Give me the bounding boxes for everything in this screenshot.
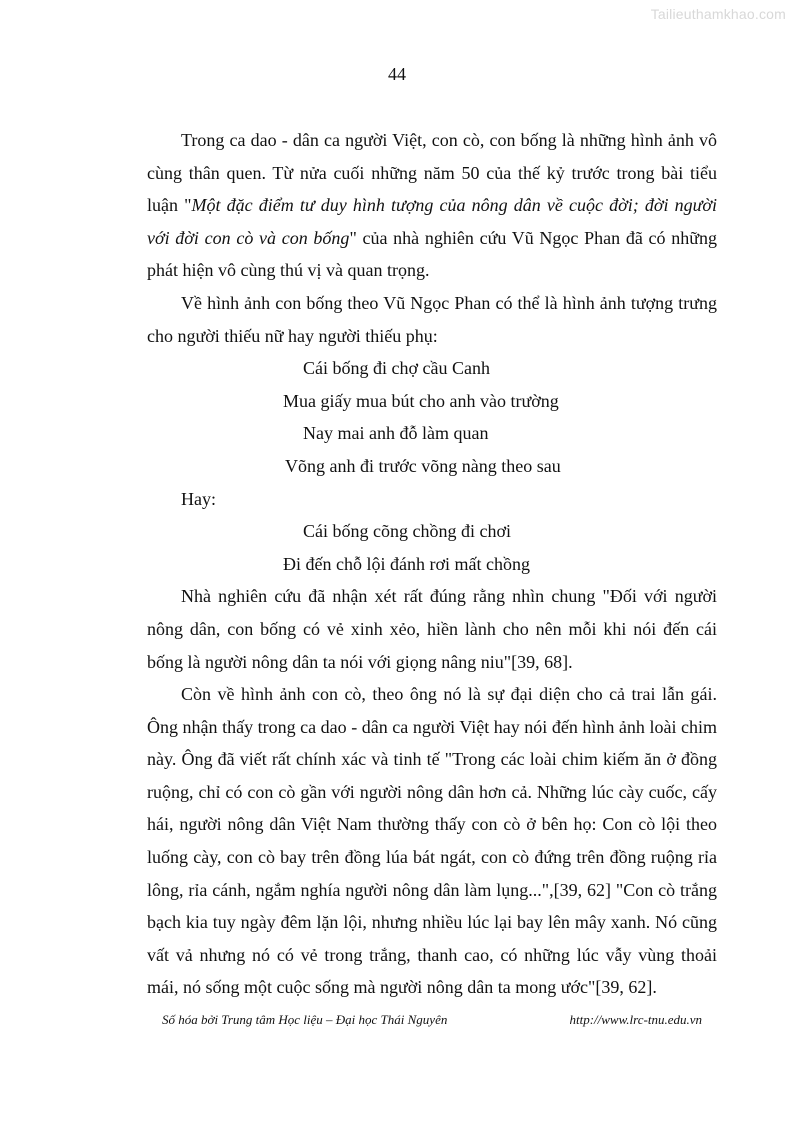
- verse-line: Nay mai anh đỗ làm quan: [303, 423, 489, 444]
- verse-line: Mua giấy mua bút cho anh vào trường: [283, 390, 559, 411]
- essay-title: Một đặc điểm tư duy hình tượng của nông dân về cuộc đời; đời người với đời con cò và con bống: [147, 195, 717, 248]
- verse-line: Cái bống cõng chồng đi chơi: [303, 521, 511, 542]
- page-number: 44: [388, 64, 406, 84]
- paragraph-intro-text-b: " của nhà nghiên cứu Vũ Ngọc Phan đã có những phát hiện vô cùng thú vị và quan trọng.: [147, 227, 717, 281]
- paragraph-intro-text-a: Trong ca dao - dân ca người Việt, con cò, con bống là những hình ảnh vô cùng thân quen. Từ nửa cuối những năm 50 của thế kỷ trước trong bài tiểu luận ": [147, 130, 717, 216]
- paragraph-co: Còn về hình ảnh con cò, theo ông nó là sự đại diện cho cả trai lẫn gái. Ông nhận thấy trong ca dao - dân ca người Việt hay nói đến hình ảnh loài chim này. Ông đã viết rất chính xác và tinh tế "Trong các loài chim kiếm ăn ở đồng ruộng, chỉ có con cò gần với người nông dân hơn cả. Những lúc cày cuốc, cấy hái, người nông dân Việt Nam thường thấy con cò ở bên họ: Con cò lội theo luống cày, con cò bay trên đồng lúa bát ngát, con cò đứng trên đồng ruộng rỉa lông, rỉa cánh, ngắm nghía người nông dân làm lụng...",[39, 62] "Con cò trắng bạch kia tuy ngày đêm lặn lội, nhưng nhiều lúc lại bay lên mây xanh. Nó cũng vất vả nhưng nó có vẻ trong trắng, thanh cao, có những lúc vẫy vùng thoải mái, nó sống một cuộc sống mà người nông dân ta mong ước"[39, 62].: [147, 684, 717, 998]
- footer-source: Số hóa bởi Trung tâm Học liệu – Đại học Thái Nguyên: [162, 1012, 448, 1027]
- paragraph-intro: [147, 124, 717, 287]
- paragraph-bong: Về hình ảnh con bống theo Vũ Ngọc Phan có thể là hình ảnh tượng trưng cho người thiếu nữ hay người thiếu phụ:: [147, 292, 717, 346]
- body-text: [147, 124, 717, 1004]
- verse-line: Cái bống đi chợ cầu Canh: [303, 358, 490, 379]
- hay-label: Hay:: [181, 488, 216, 509]
- verse-line: Võng anh đi trước võng nàng theo sau: [285, 455, 561, 476]
- paragraph-comment: Nhà nghiên cứu đã nhận xét rất đúng rằng nhìn chung "Đối với người nông dân, con bống có vẻ xinh xẻo, hiền lành cho nên mỗi khi nói đến cái bống là người nông dân ta nói với giọng nâng niu"[39, 68].: [147, 586, 717, 672]
- footer-url: http://www.lrc-tnu.edu.vn: [569, 1012, 702, 1027]
- verse-line: Đi đến chỗ lội đánh rơi mất chồng: [283, 553, 530, 574]
- watermark: Tailieuthamkhao.com: [650, 6, 786, 22]
